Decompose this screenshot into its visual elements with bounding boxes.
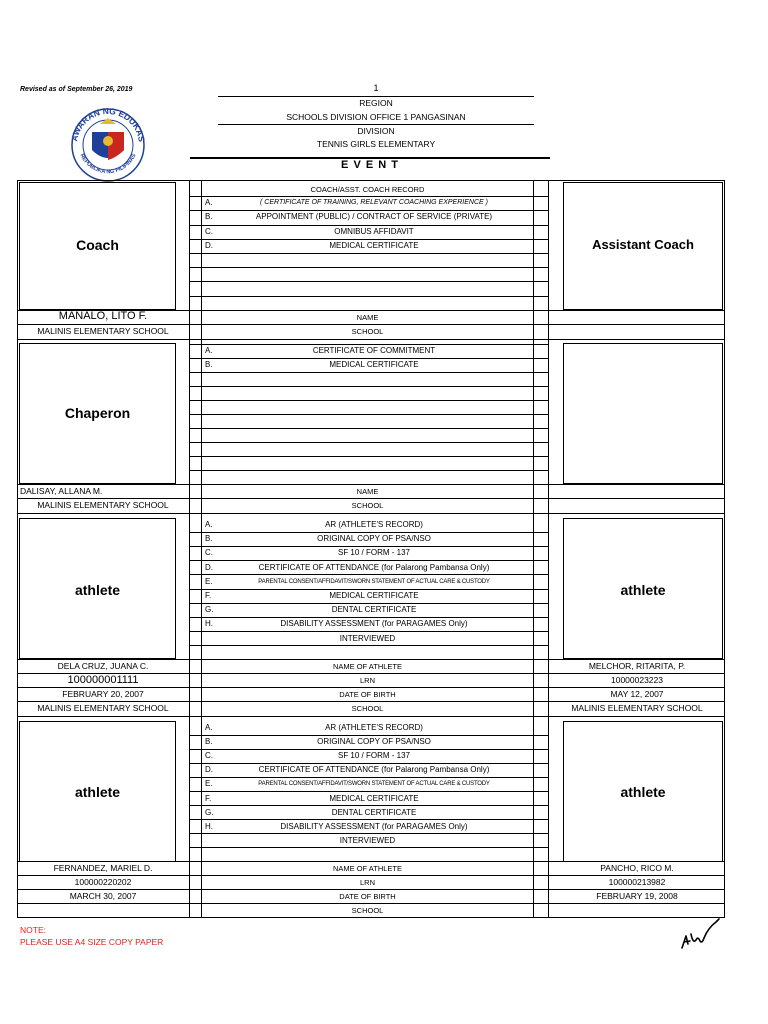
seal-text	[56, 108, 160, 182]
athlete-req-text: DENTAL CERTIFICATE	[331, 605, 417, 614]
signature	[676, 914, 724, 952]
coach-school-label: SCHOOL	[351, 327, 384, 336]
athlete-req-text: AR (ATHLETE'S RECORD)	[325, 520, 423, 529]
athlete-req-text: CERTIFICATE OF ATTENDANCE (for Palarong Pambansa Only)	[258, 563, 490, 572]
chaperon-req-a-letter: A.	[205, 346, 213, 355]
event-label: E V E N T	[341, 159, 399, 171]
chaperon-school-label: SCHOOL	[351, 501, 384, 510]
seal-bottom-text: REPUBLIKA NG PILIPINAS	[78, 152, 138, 176]
athlete-req-text: DISABILITY ASSESSMENT (for PARAGAMES Only)	[280, 619, 468, 628]
athlete-req-letter: F.	[205, 591, 212, 600]
athlete-req-letter: A.	[205, 520, 213, 529]
athlete-lrn-label: LRN	[359, 878, 375, 887]
athlete-req-letter: C.	[205, 548, 213, 557]
athlete-name-label: NAME OF ATHLETE	[332, 662, 403, 671]
coach-req-c-letter: C.	[205, 227, 213, 236]
athlete-name: FERNANDEZ, MARIEL D.	[53, 863, 153, 873]
athlete-title: athlete	[620, 582, 666, 598]
svg-text:KAGAWARAN NG EDUKASYON	[56, 108, 147, 143]
athlete-school-label: SCHOOL	[351, 906, 384, 915]
athlete-req-letter: E.	[205, 779, 213, 788]
athlete-req-letter: A.	[205, 723, 213, 732]
division-value: TENNIS GIRLS ELEMENTARY	[316, 139, 436, 149]
assistant-coach-title: Assistant Coach	[592, 237, 694, 252]
athlete-name: MELCHOR, RITARITA, P.	[588, 661, 686, 671]
athlete-req-text: AR (ATHLETE'S RECORD)	[325, 723, 423, 732]
coach-req-c-text: OMNIBUS AFFIDAVIT	[334, 227, 414, 236]
athlete-req-text: DISABILITY ASSESSMENT (for PARAGAMES Only)	[280, 822, 468, 831]
athlete-req-letter: G.	[205, 808, 214, 817]
coach-req-d-letter: D.	[205, 241, 213, 250]
athlete-req-text: ORIGINAL COPY OF PSA/NSO	[317, 737, 431, 746]
chaperon-req-a-text: CERTIFICATE OF COMMITMENT	[312, 346, 436, 355]
athlete-req-text: PARENTAL CONSENT/AFFIDAVIT/SWORN STATEMENT OF ACTUAL CARE & CUSTODY	[258, 781, 490, 787]
chaperon-title: Chaperon	[64, 405, 131, 421]
athlete-school-label: SCHOOL	[351, 704, 384, 713]
athlete-name-label: NAME OF ATHLETE	[332, 864, 403, 873]
athlete-school: MALINIS ELEMENTARY SCHOOL	[37, 703, 169, 713]
athlete-req-text: PARENTAL CONSENT/AFFIDAVIT/SWORN STATEMENT OF ACTUAL CARE & CUSTODY	[258, 579, 490, 585]
athlete-dob-label: DATE OF BIRTH	[339, 892, 396, 901]
athlete-req-letter: B.	[205, 534, 213, 543]
chaperon-right-photo-box	[563, 343, 723, 484]
athlete-dob-label: DATE OF BIRTH	[339, 690, 396, 699]
athlete-req-text: MEDICAL CERTIFICATE	[329, 591, 419, 600]
athlete-lrn-label: LRN	[359, 676, 375, 685]
revised-date: Revised as of September 26, 2019	[20, 86, 133, 93]
coach-name-label: NAME	[356, 313, 379, 322]
athlete-dob: FEBRUARY 20, 2007	[62, 689, 144, 699]
coach-record-title: COACH/ASST. COACH RECORD	[310, 185, 425, 194]
note-text: PLEASE USE A4 SIZE COPY PAPER	[20, 937, 164, 947]
athlete-req-text: MEDICAL CERTIFICATE	[329, 794, 419, 803]
athlete-name: PANCHO, RICO M.	[600, 863, 674, 873]
chaperon-req-b-letter: B.	[205, 360, 213, 369]
athlete-req-text: INTERVIEWED	[339, 634, 396, 643]
coach-req-a-text: ( CERTIFICATE OF TRAINING, RELEVANT COACHING EXPERIENCE )	[260, 199, 488, 206]
svg-text:REPUBLIKA NG PILIPINAS	[78, 153, 137, 176]
chaperon-name-label: NAME	[356, 487, 379, 496]
coach-req-b-text: APPOINTMENT (PUBLIC) / CONTRACT OF SERVICE (PRIVATE)	[255, 212, 493, 221]
athlete-req-text: CERTIFICATE OF ATTENDANCE (for Palarong Pambansa Only)	[258, 765, 490, 774]
athlete-lrn: 100000220202	[74, 877, 132, 887]
coach-school: MALINIS ELEMENTARY SCHOOL	[37, 326, 169, 336]
athlete-dob: MARCH 30, 2007	[69, 891, 137, 901]
athlete-name: DELA CRUZ, JUANA C.	[57, 661, 149, 671]
chaperon-req-b-text: MEDICAL CERTIFICATE	[329, 360, 419, 369]
athlete-req-text: ORIGINAL COPY OF PSA/NSO	[317, 534, 431, 543]
athlete-lrn: 100000213982	[608, 877, 666, 887]
coach-name: MANALO, LITO F.	[58, 310, 148, 322]
chaperon-school: MALINIS ELEMENTARY SCHOOL	[37, 500, 169, 510]
athlete-req-text: INTERVIEWED	[339, 836, 396, 845]
athlete-title: athlete	[620, 784, 666, 800]
athlete-req-text: DENTAL CERTIFICATE	[331, 808, 417, 817]
athlete-req-letter: B.	[205, 737, 213, 746]
note-label: NOTE:	[20, 925, 46, 935]
region-label: REGION	[359, 98, 393, 108]
coach-req-b-letter: B.	[205, 212, 213, 221]
athlete-title: athlete	[74, 784, 121, 800]
athlete-lrn: 100000001111	[67, 674, 139, 686]
region-value: SCHOOLS DIVISION OFFICE 1 PANGASINAN	[286, 112, 466, 122]
chaperon-name: DALISAY, ALLANA M.	[20, 486, 103, 496]
athlete-req-letter: H.	[205, 619, 213, 628]
athlete-dob: MAY 12, 2007	[610, 689, 664, 699]
athlete-req-letter: D.	[205, 765, 213, 774]
coach-req-a-letter: A.	[205, 198, 213, 207]
athlete-req-letter: F.	[205, 794, 212, 803]
athlete-school: MALINIS ELEMENTARY SCHOOL	[571, 703, 703, 713]
seal-top-text: AWARAN NG EDUKAS	[69, 108, 147, 143]
athlete-req-letter: D.	[205, 563, 213, 572]
athlete-req-text: SF 10 / FORM - 137	[337, 548, 411, 557]
athlete-lrn: 10000023223	[610, 675, 663, 685]
athlete-req-letter: E.	[205, 577, 213, 586]
athlete-req-letter: C.	[205, 751, 213, 760]
athlete-dob: FEBRUARY 19, 2008	[596, 891, 678, 901]
coach-title: Coach	[76, 237, 119, 253]
athlete-req-text: SF 10 / FORM - 137	[337, 751, 411, 760]
athlete-req-letter: G.	[205, 605, 214, 614]
page-number: 1	[373, 83, 379, 93]
athlete-title: athlete	[74, 582, 121, 598]
athlete-req-letter: H.	[205, 822, 213, 831]
coach-req-d-text: MEDICAL CERTIFICATE	[329, 241, 419, 250]
division-label: DIVISION	[357, 126, 395, 136]
